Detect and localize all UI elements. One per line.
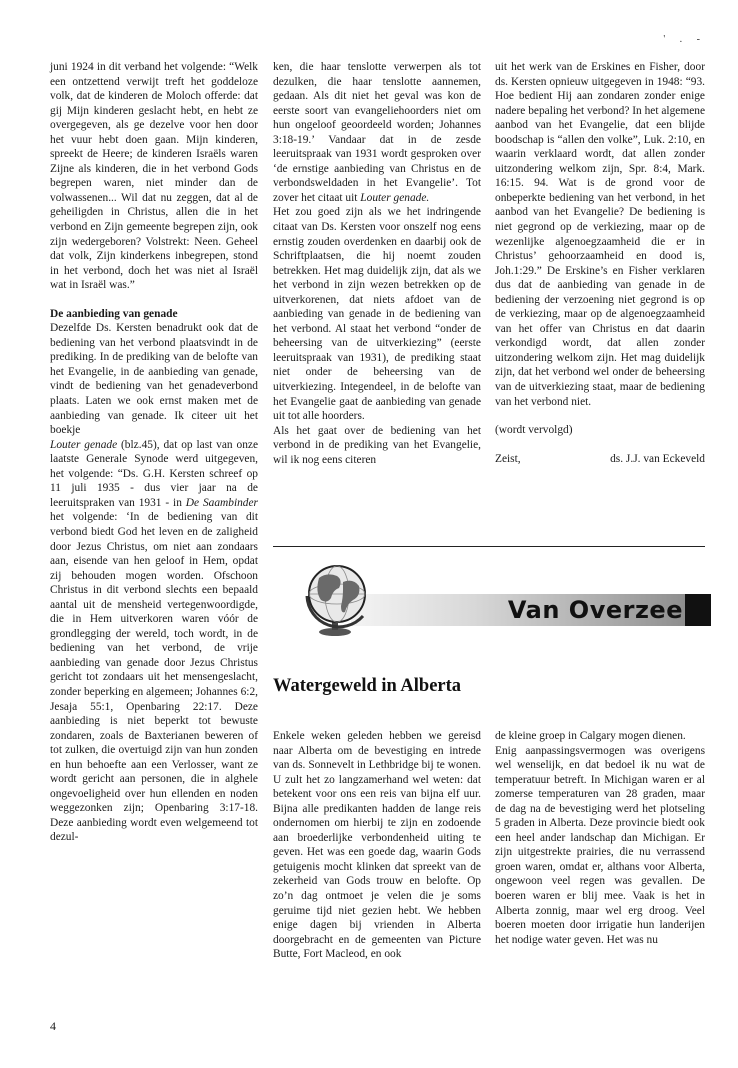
banner-title: Van Overzee xyxy=(507,596,683,624)
paragraph xyxy=(273,60,481,205)
periodical-title: De Saambinder xyxy=(185,496,258,509)
paragraph xyxy=(50,321,258,845)
paragraph: de kleine groep in Calgary mogen dienen. xyxy=(495,730,686,742)
text-run: Dezelfde Ds. Kersten benadrukt ook dat de bediening van het verbond plaatsvindt in de prediking. In de prediking van de belofte van het Evangelie, in de aanbieding van genade, vindt de bediening van het genadeverbond plaats. Laten we ook ernst maken met de aanbieding van genade. Ik citeer uit het boekje xyxy=(50,322,258,437)
paragraph: Het zou goed zijn als we het indringende citaat van Ds. Kersten voor onszelf nog eens ernstig zouden overdenken en daarbij ook de Schriftplaatsen, die hij noemt zouden betrekken. Het mag duidelijk zijn, dat als we het verbond in zijn wezen betrekken op de uitverkorenen, dat niets afdoet van de aanbieding van genade in de bediening van het verbond. Al staat het verbond “onder de beheersing van de uitverkiezing” (eerste leeruitspraak van 1931), de prediking staat niet onder de beheersing van de uitverkiezing. Integendeel, in de belofte van het Evangelie gaat de aanbieding van genade uit tot alle hoorders. xyxy=(273,206,481,423)
place: Zeist, xyxy=(495,452,521,465)
banner-end-block xyxy=(685,594,711,626)
article-column-1 xyxy=(50,60,258,845)
continued-note: (wordt vervolgd) xyxy=(495,424,573,437)
section-heading: De aanbieding van genade xyxy=(50,307,178,320)
book-title: Louter genade. xyxy=(360,191,430,204)
text-run: (blz.45), dat op last van onze laatste Generale Synode werd uitgegeven, het volgende: “Ds. G.H. Kersten schreef op 11 juli 1935 - dus vier jaar na de leeruitspraken van 1931 - in xyxy=(50,438,258,509)
paragraph: Enkele weken geleden hebben we gereisd naar Alberta om de bevestiging en intrede van ds. Sonnevelt in Lethbridge bij te wonen. U zult het zo langzamerhand wel weten: dat betekent voor ons een reis van bijna elf uur. Bijna alle predikanten hadden de lange reis ondernomen om hierbij te zijn en zodoende aan broederlijke verbondenheid uiting te geven. Het was een goede dag, waarin Gods getuigenis mocht klinken dat spreekt van de zekerheid van Gods trouw en belofte. Op zo’n dag ontmoet je velen die je soms geruime tijd niet gezien hebt. We hebben enige dagen bij vrienden in Alberta doorgebracht en de gemeenten van Picture Butte, Fort Macleod, en ook xyxy=(273,730,481,961)
article2-column-2 xyxy=(495,729,705,947)
article-column-2 xyxy=(273,60,481,467)
article-title: Watergeweld in Alberta xyxy=(273,676,462,696)
section-banner xyxy=(293,560,713,638)
author: ds. J.J. van Eckeveld xyxy=(610,452,705,465)
page-number: 4 xyxy=(50,1019,56,1033)
book-title: Louter genade xyxy=(50,438,118,451)
globe-icon xyxy=(293,560,393,638)
paragraph: Enig aanpassingsvermogen was overigens wel wenselijk, en dat bedoel ik nu wat de temperatuur betreft. In Michigan waren er al zomerse temperaturen van 28 graden, maar de dag na de bevestiging werd het plotseling 5 graden in Alberta. Deze provincie biedt ook een heel ander landschap dan Michigan. Er zijn uitgestrekte prairies, die nu verrassend groen waren, omdat er, althans voor Alberta, ongewoon veel regen was gevallen. De boeren waren er blij mee. Vaak is het in Alberta zonnig, maar wel erg droog. Veel boeren moeten door irrigatie hun landerijen het nodige water geven. Het was nu xyxy=(495,744,705,946)
signature-line xyxy=(495,452,705,467)
paragraph: Als het gaat over de bediening van het verbond in de prediking van het Evangelie, wil ik nog eens citeren xyxy=(273,424,481,466)
article-column-3 xyxy=(495,60,705,466)
divider xyxy=(273,546,705,547)
article2-column-1 xyxy=(273,729,481,962)
text-run: het volgende: ‘In de bediening van dit verbond biedt God het leven en de zaligheid door Jezus Christus, om niet aan zondaars aan, eisende van hen geloof in Hem, opdat zij behouden mogen worden. Ofschoon Christus in dit verbond slechts een bepaald aantal uit de mensheid vertegenwoordigde, die in Hem uitverkoren waren vóór de grondlegging der wereld, toch wordt, in de bediening van het verbond, de vrije aanbieding van genade door Jezus Christus gericht tot zondaars uit het mensengeslacht, zonder beperking en algemeen; Johannes 6:2, Jesaja 55:1, Openbaring 22:17. Deze aanbieding is niet beperkt tot bewuste zondaren, zoals de Baxterianen beweren of tot zulken, die overtuigd zijn van hun zonden en hun behoefte aan een Verlosser, want ze wordt gericht aan personen, die in alghele ongevoeligheid over hun ellenden en noden weggezonken zijn; Openbaring 3:17-18. Deze aanbieding wordt even welgemeend tot dezul- xyxy=(50,511,258,844)
corner-marks: ' . - xyxy=(663,34,706,45)
paragraph: uit het werk van de Erskines en Fisher, door ds. Kersten opnieuw uitgegeven in 1948: “93. Hoe bedient Hij aan zondaren zonder enige nadere bepaling het verbond? In het algemene aanbod van het Evangelie, dat een blijde boodschap is “allen den volke”, Luk. 2:10, en waarin verklaard wordt, dat allen zonder uitzondering welkom zijn, Spr. 8:4, Mark. 16:15. 94. Wat is de grond voor de onbeperkte bediening van het verbond, in het aanbod van het Evangelie? De bediening is niet gegrond op de verkiezing, maar op de wezenlijke algenoegzaamheid die er in Christus’ gehoorzaamheid en dood is, Joh.1:29.” De Erskine’s en Fisher verklaren dus dat de aanbieding van genade in de bediening der verzoening niet gegrond is op de verkiezing, maar op de algenoegzaamheid van het offer van Christus en dat daarin verkondigd wordt, dat allen zonder uitzondering welkom zijn. Het mag duidelijk zijn, dat het verbond wel onder de beheersing van de uitverkiezing staat, maar de bediening van het verbond niet. xyxy=(495,61,705,408)
text-run: ken, die haar tenslotte verwerpen als tot dezulken, die haar tenslotte aannemen, gedaan. Als dit niet het geval was kon de eerste soort van evangeliehoorders niet om hun ongeloof geoordeeld worden; Johannes 3:18-19.’ Vandaar dat in de zesde leeruitspraak van 1931 wordt gesproken over ‘de ernstige aanbieding van Christus en de verbondsweldaden in het Evangelie’. Tot zover het citaat uit xyxy=(273,61,481,204)
paragraph: juni 1924 in dit verband het volgende: “Welk een ontzettend verwijt treft het goddeloze volk, dat de kinderen de Moloch offerde: dat gij Mijn kinderen geslacht hebt, en hebt ze overgegeven, als ge dezelve voor hen door het vuur hebt doen gaan. Mijn kinderen, spreekt de Heere; de kinderen Israëls waren Zijne als kinderen, die in het verbond Gods begrepen waren, niet minder dan de volwassenen... Wil dat nu zeggen, dat al de geheiligden in Christus, allen die in het verbond en Zijn gemeente begrepen zijn, ook zijn wedergeboren? Volstrekt: Neen. Geheel dat volk, Zijn kinderkens inbegrepen, stond in het verbond, doch het was niet al Israël wat in Israël was.” xyxy=(50,61,258,292)
